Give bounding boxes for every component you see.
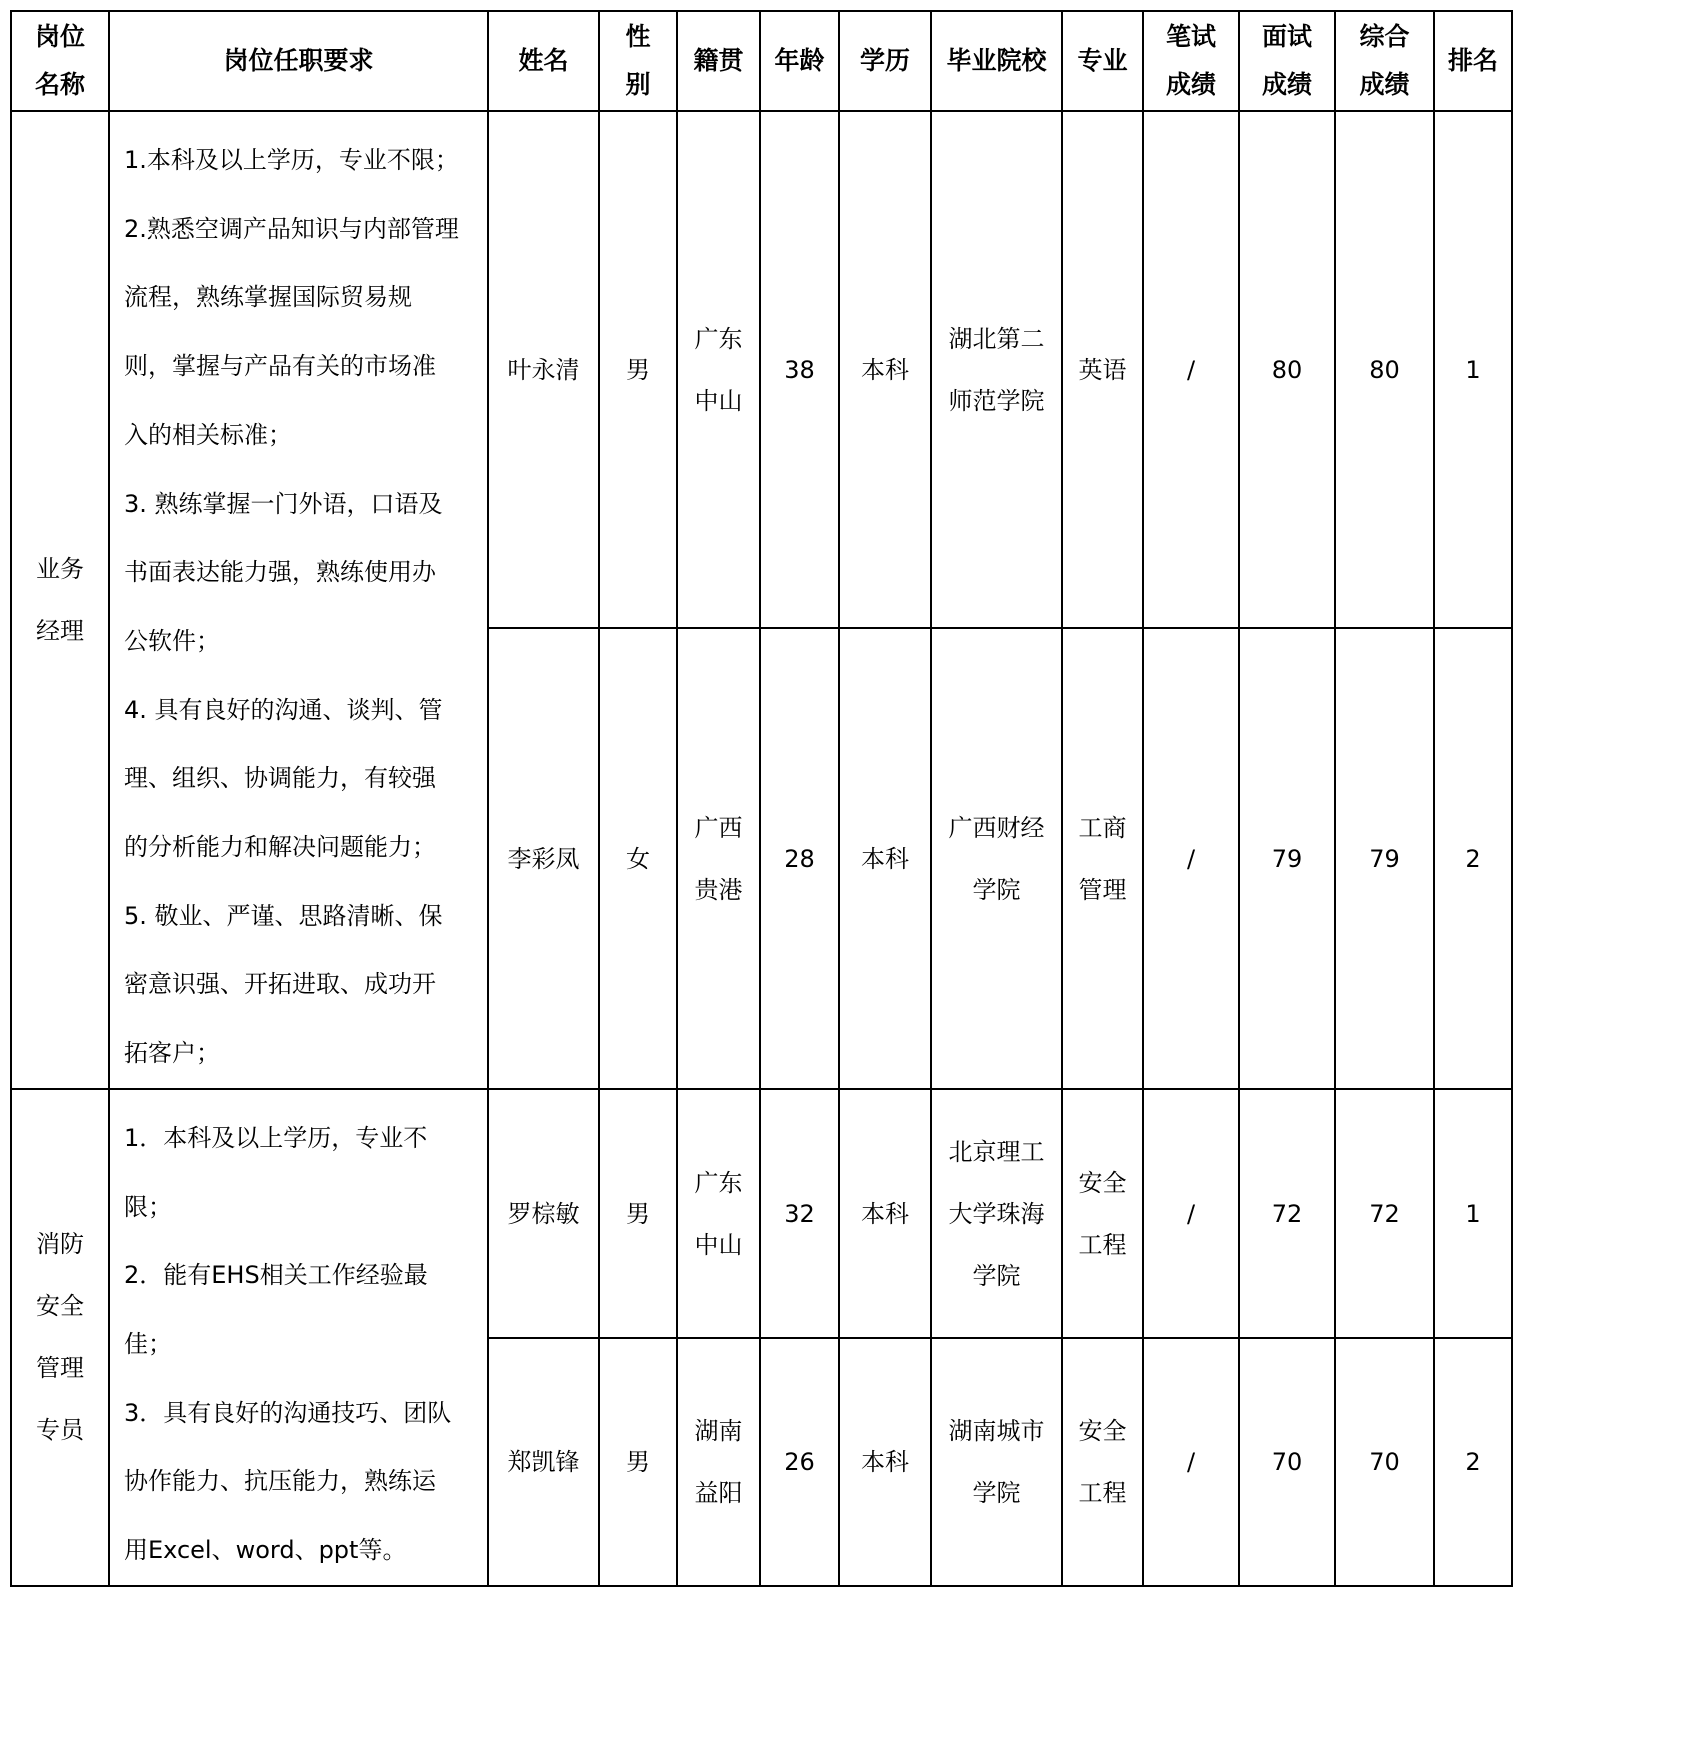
candidate-education: 本科 [839, 111, 931, 628]
position-cell: 业务 经理 [11, 111, 109, 1089]
candidate-gender: 男 [599, 1089, 677, 1338]
candidate-hometown: 广东 中山 [677, 111, 760, 628]
header-name: 姓名 [488, 11, 599, 111]
header-school: 毕业院校 [931, 11, 1062, 111]
candidate-age: 28 [760, 628, 839, 1089]
candidate-age: 26 [760, 1338, 839, 1585]
candidate-rank: 1 [1434, 111, 1512, 628]
candidate-interview-score: 70 [1239, 1338, 1335, 1585]
candidate-written-score: / [1143, 628, 1239, 1089]
candidate-interview-score: 80 [1239, 111, 1335, 628]
candidate-hometown: 广东 中山 [677, 1089, 760, 1338]
candidate-hometown: 广西 贵港 [677, 628, 760, 1089]
header-gender: 性 别 [599, 11, 677, 111]
header-interview-score: 面试 成绩 [1239, 11, 1335, 111]
candidate-total-score: 79 [1335, 628, 1434, 1089]
candidate-school: 湖南城市 学院 [931, 1338, 1062, 1585]
candidate-age: 38 [760, 111, 839, 628]
candidate-interview-score: 72 [1239, 1089, 1335, 1338]
candidate-gender: 男 [599, 111, 677, 628]
candidate-gender: 女 [599, 628, 677, 1089]
candidate-name: 李彩凤 [488, 628, 599, 1089]
candidate-gender: 男 [599, 1338, 677, 1585]
candidate-major: 英语 [1062, 111, 1143, 628]
requirements-cell: 1．本科及以上学历，专业不 限； 2．能有EHS相关工作经验最 佳； 3．具有良好的沟通技巧、团队 协作能力、抗压能力，熟练运 用Excel、word、ppt等。 [109, 1089, 488, 1586]
position-cell: 消防 安全 管理 专员 [11, 1089, 109, 1586]
candidate-education: 本科 [839, 1338, 931, 1585]
header-age: 年龄 [760, 11, 839, 111]
candidate-name: 郑凯锋 [488, 1338, 599, 1585]
candidate-written-score: / [1143, 1089, 1239, 1338]
candidate-total-score: 72 [1335, 1089, 1434, 1338]
header-rank: 排名 [1434, 11, 1512, 111]
candidate-name: 罗棕敏 [488, 1089, 599, 1338]
requirements-cell: 1.本科及以上学历，专业不限； 2.熟悉空调产品知识与内部管理 流程，熟练掌握国际贸易规 则，掌握与产品有关的市场准 入的相关标准； 3. 熟练掌握一门外语，口语及 书面表达能力强，熟练使用办 公软件； 4. 具有良好的沟通、谈判、管 理、组织、协调能力，有较强 的分析能力和解决问题能力； 5. 敬业、严谨、思路清晰、保 密意识强、开拓进取、成功开 拓客户； [109, 111, 488, 1089]
candidate-interview-score: 79 [1239, 628, 1335, 1089]
candidate-major: 安全 工程 [1062, 1338, 1143, 1585]
header-hometown: 籍贯 [677, 11, 760, 111]
candidate-written-score: / [1143, 1338, 1239, 1585]
header-education: 学历 [839, 11, 931, 111]
header-written-score: 笔试 成绩 [1143, 11, 1239, 111]
candidate-school: 广西财经 学院 [931, 628, 1062, 1089]
candidate-education: 本科 [839, 628, 931, 1089]
candidate-name: 叶永清 [488, 111, 599, 628]
header-major: 专业 [1062, 11, 1143, 111]
candidate-written-score: / [1143, 111, 1239, 628]
candidate-hometown: 湖南 益阳 [677, 1338, 760, 1585]
candidate-total-score: 80 [1335, 111, 1434, 628]
results-table-container [10, 10, 1513, 1587]
candidate-education: 本科 [839, 1089, 931, 1338]
header-requirements: 岗位任职要求 [109, 11, 488, 111]
candidate-major: 工商 管理 [1062, 628, 1143, 1089]
candidate-results-table [10, 10, 1513, 1587]
table-row [11, 111, 1512, 628]
header-total-score: 综合 成绩 [1335, 11, 1434, 111]
candidate-age: 32 [760, 1089, 839, 1338]
header-position-name: 岗位 名称 [11, 11, 109, 111]
candidate-major: 安全 工程 [1062, 1089, 1143, 1338]
candidate-school: 湖北第二 师范学院 [931, 111, 1062, 628]
candidate-rank: 2 [1434, 628, 1512, 1089]
candidate-rank: 1 [1434, 1089, 1512, 1338]
header-row [11, 11, 1512, 111]
table-row [11, 1089, 1512, 1338]
candidate-rank: 2 [1434, 1338, 1512, 1585]
candidate-total-score: 70 [1335, 1338, 1434, 1585]
candidate-school: 北京理工 大学珠海 学院 [931, 1089, 1062, 1338]
